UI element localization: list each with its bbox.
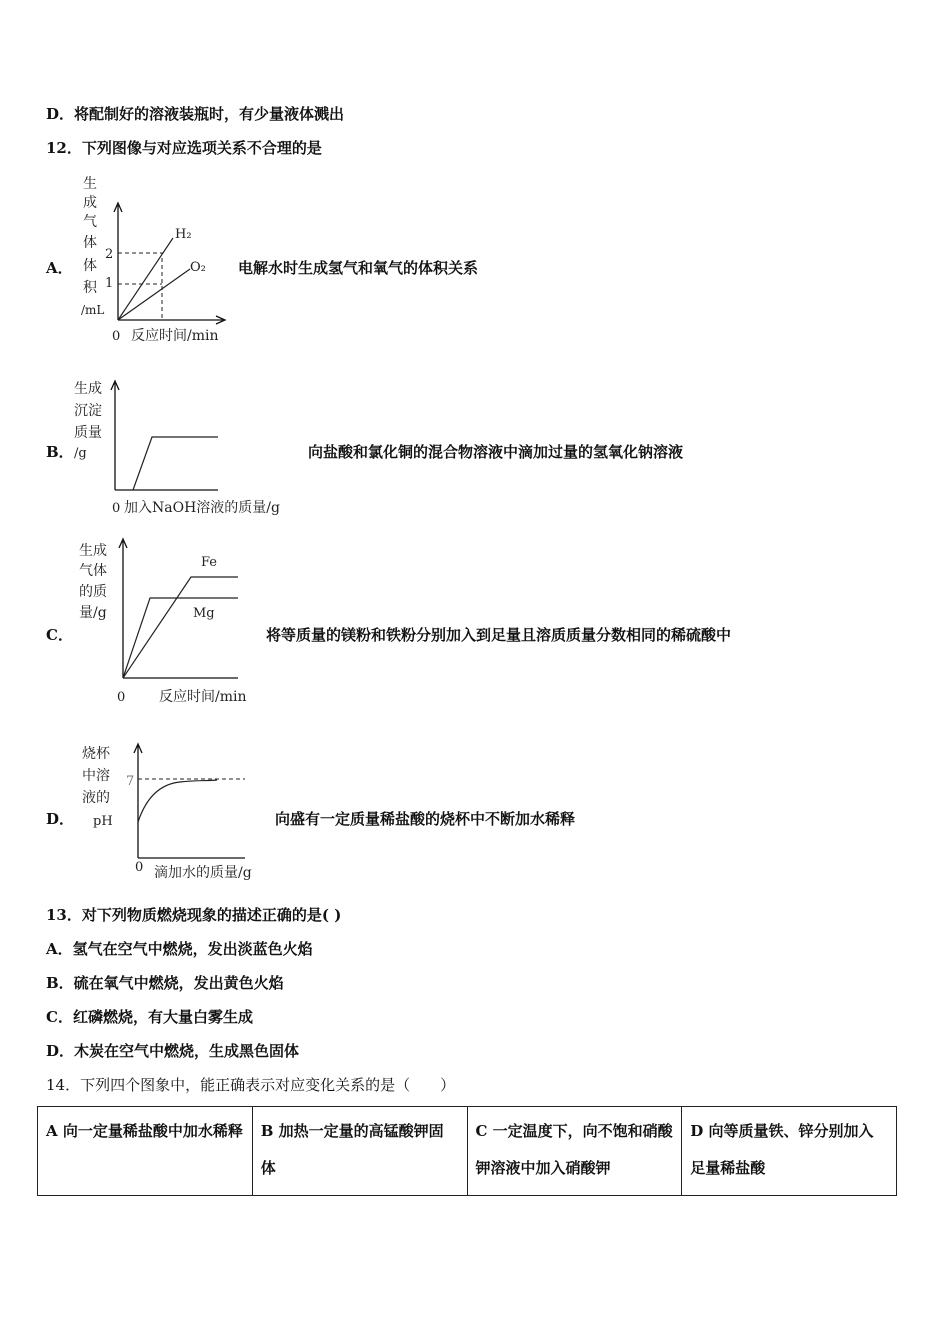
q12-a-text: 电解水时生成氢气和氧气的体积关系 — [238, 259, 479, 277]
q12-stem: 12．下列图像与对应选项关系不合理的是 — [46, 139, 322, 157]
q13-option-b: B．硫在氧气中燃烧，发出黄色火焰 — [46, 974, 284, 992]
q12-b-text: 向盐酸和氯化铜的混合物溶液中滴加过量的氢氧化钠溶液 — [308, 443, 684, 461]
q12-d-ylabel — [82, 745, 113, 829]
q14-stem: 14．下列四个图象中，能正确表示对应变化关系的是（ ） — [46, 1076, 456, 1094]
q12-a-x-axis — [118, 316, 225, 324]
q12-d-text: 向盛有一定质量稀盐酸的烧杯中不断加水稀释 — [275, 810, 576, 828]
q12-a-ylabel-char: /mL — [81, 303, 105, 317]
q12-b-curve — [133, 437, 218, 490]
q12-b-ylabel-line: 质量 — [74, 425, 102, 441]
q12-b-ylabel-line: 沉淀 — [74, 403, 102, 419]
q12-a-graph — [75, 170, 250, 350]
q12-d-y-axis — [134, 744, 142, 858]
q12-c-series-fe: Fe — [201, 555, 218, 570]
q14-options-table — [37, 1106, 897, 1196]
q12-c-line-mg — [123, 598, 238, 678]
q12-c-series-mg: Mg — [193, 606, 215, 621]
q12-a-ylabel-char: 成 — [83, 195, 97, 211]
q13-stem: 13．对下列物质燃烧现象的描述正确的是( ) — [46, 906, 342, 924]
q12-b-xlabel: 加入NaOH溶液的质量/g — [124, 500, 280, 516]
q12-d-ylabel-line: 中溶 — [82, 768, 110, 784]
q14-option-c: C 一定温度下，向不饱和硝酸钾溶液中加入硝酸钾 — [467, 1107, 682, 1196]
q12-b-ylabel-line: /g — [74, 446, 87, 461]
q12-a-line-o2 — [118, 269, 190, 320]
q12-d-curve — [138, 780, 217, 822]
q12-b-ylabel — [74, 380, 102, 461]
q12-d-tick-7: 7 — [126, 774, 135, 789]
q11-option-d: D．将配制好的溶液装瓶时，有少量液体溅出 — [46, 105, 345, 123]
q12-b-origin: 0 — [112, 501, 121, 516]
q12-a-label: A． — [46, 259, 73, 277]
q12-c-xlabel: 反应时间/min — [159, 689, 247, 705]
q14-option-b: B 加热一定量的高锰酸钾固体 — [252, 1107, 467, 1196]
q12-d-xlabel: 滴加水的质量/g — [154, 865, 252, 881]
q12-b-label: B． — [46, 443, 74, 461]
q12-a-ylabel-char: 体 — [83, 258, 97, 274]
q12-c-ylabel — [79, 542, 107, 621]
q12-a-y-axis — [114, 203, 122, 320]
q13-option-a: A．氢气在空气中燃烧，发出淡蓝色火焰 — [46, 940, 313, 958]
q12-a-ylabel-char: 体 — [83, 235, 97, 251]
q13-option-d: D．木炭在空气中燃烧，生成黑色固体 — [46, 1042, 300, 1060]
q12-a-origin: 0 — [112, 329, 121, 344]
q12-c-ylabel-line: 量/g — [79, 605, 107, 621]
q12-a-series-h2: H₂ — [175, 227, 192, 242]
q12-d-graph — [80, 740, 280, 885]
q14-option-d: D 向等质量铁、锌分别加入足量稀盐酸 — [682, 1107, 897, 1196]
q12-c-label: C． — [46, 626, 73, 644]
q12-c-graph — [75, 535, 275, 710]
q12-d-origin: 0 — [135, 860, 144, 875]
q12-c-ylabel-line: 的质 — [79, 584, 107, 600]
q13-option-c: C．红磷燃烧，有大量白雾生成 — [46, 1008, 253, 1026]
q12-b-graph — [70, 375, 310, 520]
q12-b-y-axis — [111, 381, 119, 490]
q12-a-ylabel-char: 积 — [83, 280, 97, 296]
q12-a-ylabel-char: 气 — [83, 214, 97, 230]
q12-c-y-axis — [119, 539, 127, 678]
q12-a-tick-2: 2 — [105, 247, 114, 262]
q12-a-ylabel — [81, 175, 104, 317]
q12-d-label: D． — [46, 810, 75, 828]
q12-d-ylabel-line: pH — [93, 814, 113, 829]
q12-a-xlabel: 反应时间/min — [131, 328, 219, 344]
q12-b-ylabel-line: 生成 — [74, 381, 102, 397]
q12-d-ylabel-line: 烧杯 — [82, 746, 110, 762]
q12-c-ylabel-line: 气体 — [79, 563, 107, 579]
q12-a-tick-1: 1 — [105, 276, 114, 291]
q12-a-line-h2 — [118, 238, 173, 320]
q12-c-origin: 0 — [117, 690, 126, 705]
q12-a-ylabel-char: 生 — [83, 176, 97, 192]
q12-c-text: 将等质量的镁粉和铁粉分别加入到足量且溶质质量分数相同的稀硫酸中 — [266, 626, 732, 644]
q12-d-ylabel-line: 液的 — [82, 790, 110, 806]
q12-c-ylabel-line: 生成 — [79, 543, 107, 559]
q14-option-a: A 向一定量稀盐酸中加水稀释 — [38, 1107, 253, 1196]
q12-a-series-o2: O₂ — [190, 260, 206, 275]
